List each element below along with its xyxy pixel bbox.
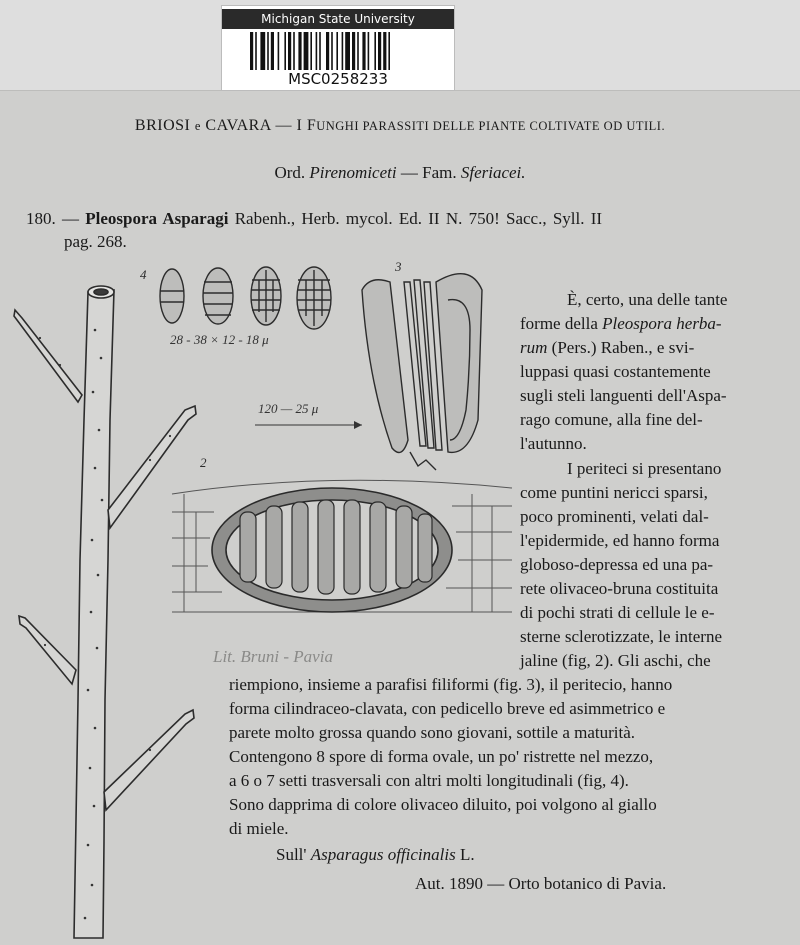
desc-line: rago comune, alla fine del- — [520, 410, 703, 429]
desc-line: sugli steli languenti dell'Aspa- — [520, 386, 727, 405]
fig3-label: 3 — [395, 259, 402, 274]
host-prefix: Sull' — [276, 845, 307, 864]
host-name: Asparagus officinalis — [310, 845, 456, 864]
species-name: Pleospora Asparagi — [85, 209, 229, 228]
species-citation: Rabenh., Herb. mycol. Ed. II N. 750! Sacc., Syll. II — [234, 209, 603, 228]
family-label: — Fam. — [400, 163, 457, 182]
author-briosi: BRIOSI — [134, 117, 191, 134]
desc-line: forma cilindraceo-clavata, con pedicello breve ed asimmetrico e — [229, 699, 666, 718]
page-title — [0, 117, 800, 135]
host-line — [276, 845, 475, 865]
desc-line: forme della Pleospora herba- — [520, 314, 722, 333]
series-cap: — I F — [275, 117, 317, 134]
desc-line: di miele. — [229, 819, 289, 838]
species-heading — [26, 209, 602, 229]
desc-line: rum (Pers.) Raben., e svi- — [520, 338, 695, 357]
institution-name: Michigan State University — [222, 9, 454, 29]
lithographer-signature: Lit. Bruni - Pavia — [213, 647, 333, 666]
desc-line: come puntini nericci sparsi, — [520, 483, 708, 502]
species-number: 180. — — [26, 209, 79, 228]
desc-line: riempiono, insieme a parafisi filiformi (fig. 3), il peritecio, hanno — [229, 675, 673, 694]
barcode-number: MSC0258233 — [288, 70, 388, 88]
barcode-icon — [250, 32, 426, 70]
desc-line: Sono dapprima di colore olivaceo diluito, poi volgono al giallo — [229, 795, 657, 814]
order-name: Pirenomiceti — [309, 163, 397, 182]
desc-line: parete molto grossa quando sono giovani, sottile a maturità. — [229, 723, 636, 742]
desc-line: È, certo, una delle tante — [567, 290, 728, 309]
desc-line: rete olivaceo-bruna costituita — [520, 579, 719, 598]
desc-line: Contengono 8 spore di forma ovale, un po' ristrette nel mezzo, — [229, 747, 654, 766]
desc-line: sterne sclerotizzate, le interne — [520, 627, 722, 646]
fig2-label: 2 — [200, 455, 207, 470]
species-citation-2: pag. 268. — [64, 232, 127, 251]
author-cavara: CAVARA — [205, 117, 271, 134]
desc-line: globoso-depressa ed una pa- — [520, 555, 714, 574]
desc-line: I periteci si presentano — [567, 459, 722, 478]
spore-measure: 28 - 38 × 12 - 18 μ — [170, 332, 269, 347]
desc-line: jaline (fig, 2). Gli aschi, che — [520, 651, 711, 670]
author-conjunction: e — [194, 119, 201, 133]
desc-line: poco prominenti, velati dal- — [520, 507, 709, 526]
host-author: L. — [459, 845, 475, 864]
fig4-label: 4 — [140, 267, 147, 282]
desc-line: luppasi quasi costantemente — [520, 362, 711, 381]
taxonomy-line — [0, 163, 800, 183]
series-title: UNGHI PARASSITI DELLE PIANTE COLTIVATE OD UTILI. — [316, 119, 666, 133]
ascus-measure: 120 — 25 μ — [258, 401, 319, 416]
family-name: Sferiacei. — [460, 163, 526, 182]
order-label: Ord. — [274, 163, 306, 182]
desc-line: di pochi strati di cellule le e- — [520, 603, 715, 622]
desc-line: l'epidermide, ed hanno forma — [520, 531, 720, 550]
barcode-label — [221, 5, 455, 91]
desc-line: l'autunno. — [520, 434, 587, 453]
collection-info: Aut. 1890 — Orto botanico di Pavia. — [415, 874, 667, 893]
desc-line: a 6 o 7 setti trasversali con altri molti longitudinali (fig, 4). — [229, 771, 629, 790]
